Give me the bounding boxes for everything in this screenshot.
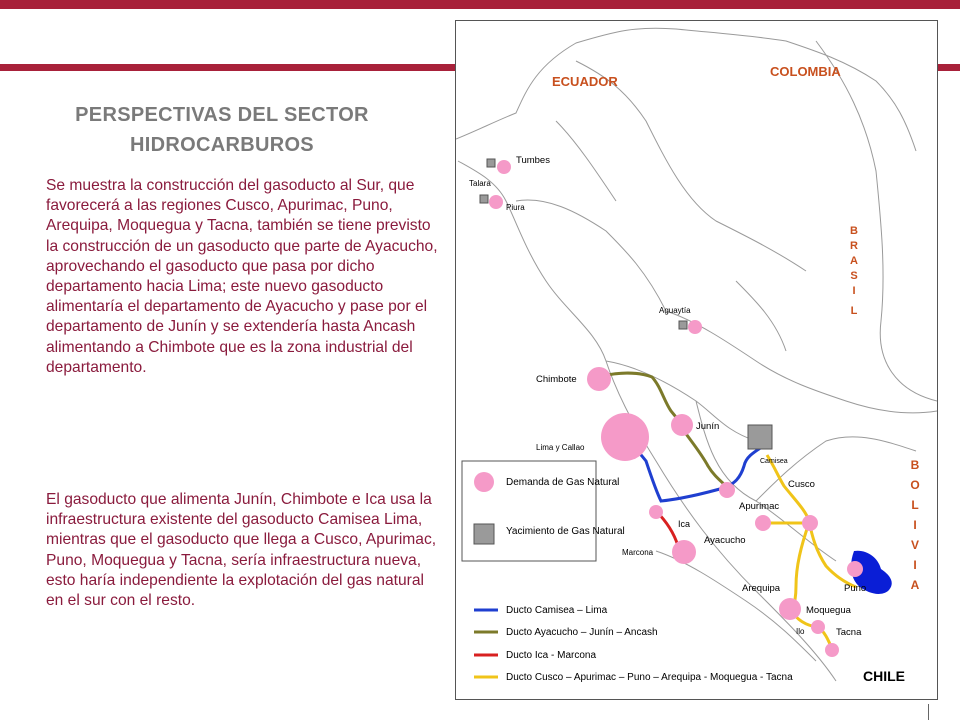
svg-text:O: O [910, 478, 920, 492]
svg-text:A: A [850, 255, 858, 267]
label-piura: Piura [506, 203, 525, 212]
country-colombia: COLOMBIA [770, 64, 841, 79]
deposit-tumbes [487, 159, 495, 167]
legend-duct-camisea: Ducto Camisea – Lima [506, 605, 608, 616]
svg-text:B: B [850, 225, 858, 237]
demand-arequipa [779, 598, 801, 620]
legend-deposit-label: Yacimiento de Gas Natural [506, 526, 625, 537]
duct-blue [626, 441, 765, 501]
legend-demand-icon [474, 472, 494, 492]
label-cusco: Cusco [788, 479, 815, 490]
demand-junin [671, 414, 693, 436]
svg-text:I: I [913, 518, 917, 532]
label-tacna: Tacna [836, 627, 862, 638]
label-chimbote: Chimbote [536, 374, 577, 385]
slide-title: PERSPECTIVAS DEL SECTOR HIDROCARBUROS [75, 104, 369, 156]
legend-demand-label: Demanda de Gas Natural [506, 477, 620, 488]
legend-ducts [474, 605, 793, 683]
demand-marcona [672, 540, 696, 564]
legend-symbols [462, 461, 625, 561]
svg-text:V: V [910, 538, 920, 552]
svg-text:I: I [913, 558, 917, 572]
demand-apurimac [755, 515, 771, 531]
header-rule-left [0, 64, 456, 71]
legend-duct-ayacucho: Ducto Ayacucho – Junín – Ancash [506, 627, 658, 638]
header-rule-right [936, 64, 960, 71]
demand-cusco [802, 515, 818, 531]
label-arequipa: Arequipa [742, 583, 781, 594]
demand-piura [489, 195, 503, 209]
paragraph-2: El gasoducto que alimenta Junín, Chimbote e Ica usa la infraestructura existente del gasoducto Camisea Lima, mientras que el gasoducto que llega a Cusco, Apurimac, Puno, Moquegua y Tacna, sería infraestructura nueva, esto haría independiente la explotación del gas natural en el sur con el resto. [46, 491, 437, 610]
peru-gas-map [455, 20, 938, 700]
label-tumbes: Tumbes [516, 155, 550, 166]
country-chile: CHILE [863, 668, 905, 684]
deposit-camisea [748, 425, 772, 449]
label-puno: Puno [844, 583, 867, 594]
demand-ilo [811, 620, 825, 634]
label-junin: Junín [696, 421, 720, 432]
label-apurimac: Apurimac [739, 501, 780, 512]
label-ayacucho: Ayacucho [704, 535, 746, 546]
label-ica: Ica [678, 519, 691, 529]
svg-text:I: I [852, 285, 856, 297]
svg-text:L: L [850, 305, 858, 317]
svg-text:L: L [911, 498, 919, 512]
label-aguaytia: Aguaytía [659, 306, 691, 315]
demand-markers [489, 160, 863, 657]
legend-deposit-icon [474, 524, 494, 544]
top-accent-bar [0, 0, 960, 9]
demand-tacna [825, 643, 839, 657]
deposit-aguaytia [679, 321, 687, 329]
demand-tumbes [497, 160, 511, 174]
demand-lima-callao [601, 413, 649, 461]
label-talara: Talara [469, 179, 491, 188]
country-ecuador: ECUADOR [552, 74, 618, 89]
legend-duct-cusco: Ducto Cusco – Apurimac – Puno – Arequipa - Moquegua - Tacna [506, 672, 793, 683]
demand-aguaytia [688, 320, 702, 334]
demand-ayacucho-node [719, 482, 735, 498]
svg-text:R: R [850, 240, 858, 252]
label-lima-callao: Lima y Callao [536, 443, 585, 452]
label-ilo: Ilo [796, 627, 805, 636]
svg-text:B: B [910, 458, 920, 472]
country-brasil [850, 225, 858, 317]
label-marcona: Marcona [622, 548, 654, 557]
label-moquegua: Moquegua [806, 605, 851, 616]
paragraph-1: Se muestra la construcción del gasoducto al Sur, que favorecerá a las regiones Cusco, Apurimac, Puno, Arequipa, Moquegua y Tacna, también se tiene previsto la construcción de un gasoducto que parte de Ayacucho, aprovechando el gasoducto que pasa por dicho departamento hacia Lima; este nuevo gasoducto alimentaría el departamento de Ayacucho y pase por el departamento de Junín y se extendería hasta Ancash alimentando a Chimbote que es la zona industrial del departamento. [46, 177, 438, 376]
deposit-piura [480, 195, 488, 203]
demand-puno [847, 561, 863, 577]
demand-chimbote [587, 367, 611, 391]
svg-text:A: A [910, 578, 920, 592]
svg-text:S: S [850, 270, 858, 282]
ducto-camisea-lima [626, 441, 765, 501]
legend-duct-ica: Ducto Ica - Marcona [506, 650, 597, 661]
country-bolivia [910, 458, 919, 592]
corner-tick [928, 704, 929, 720]
label-camisea: Camisea [760, 458, 788, 465]
demand-ica [649, 505, 663, 519]
